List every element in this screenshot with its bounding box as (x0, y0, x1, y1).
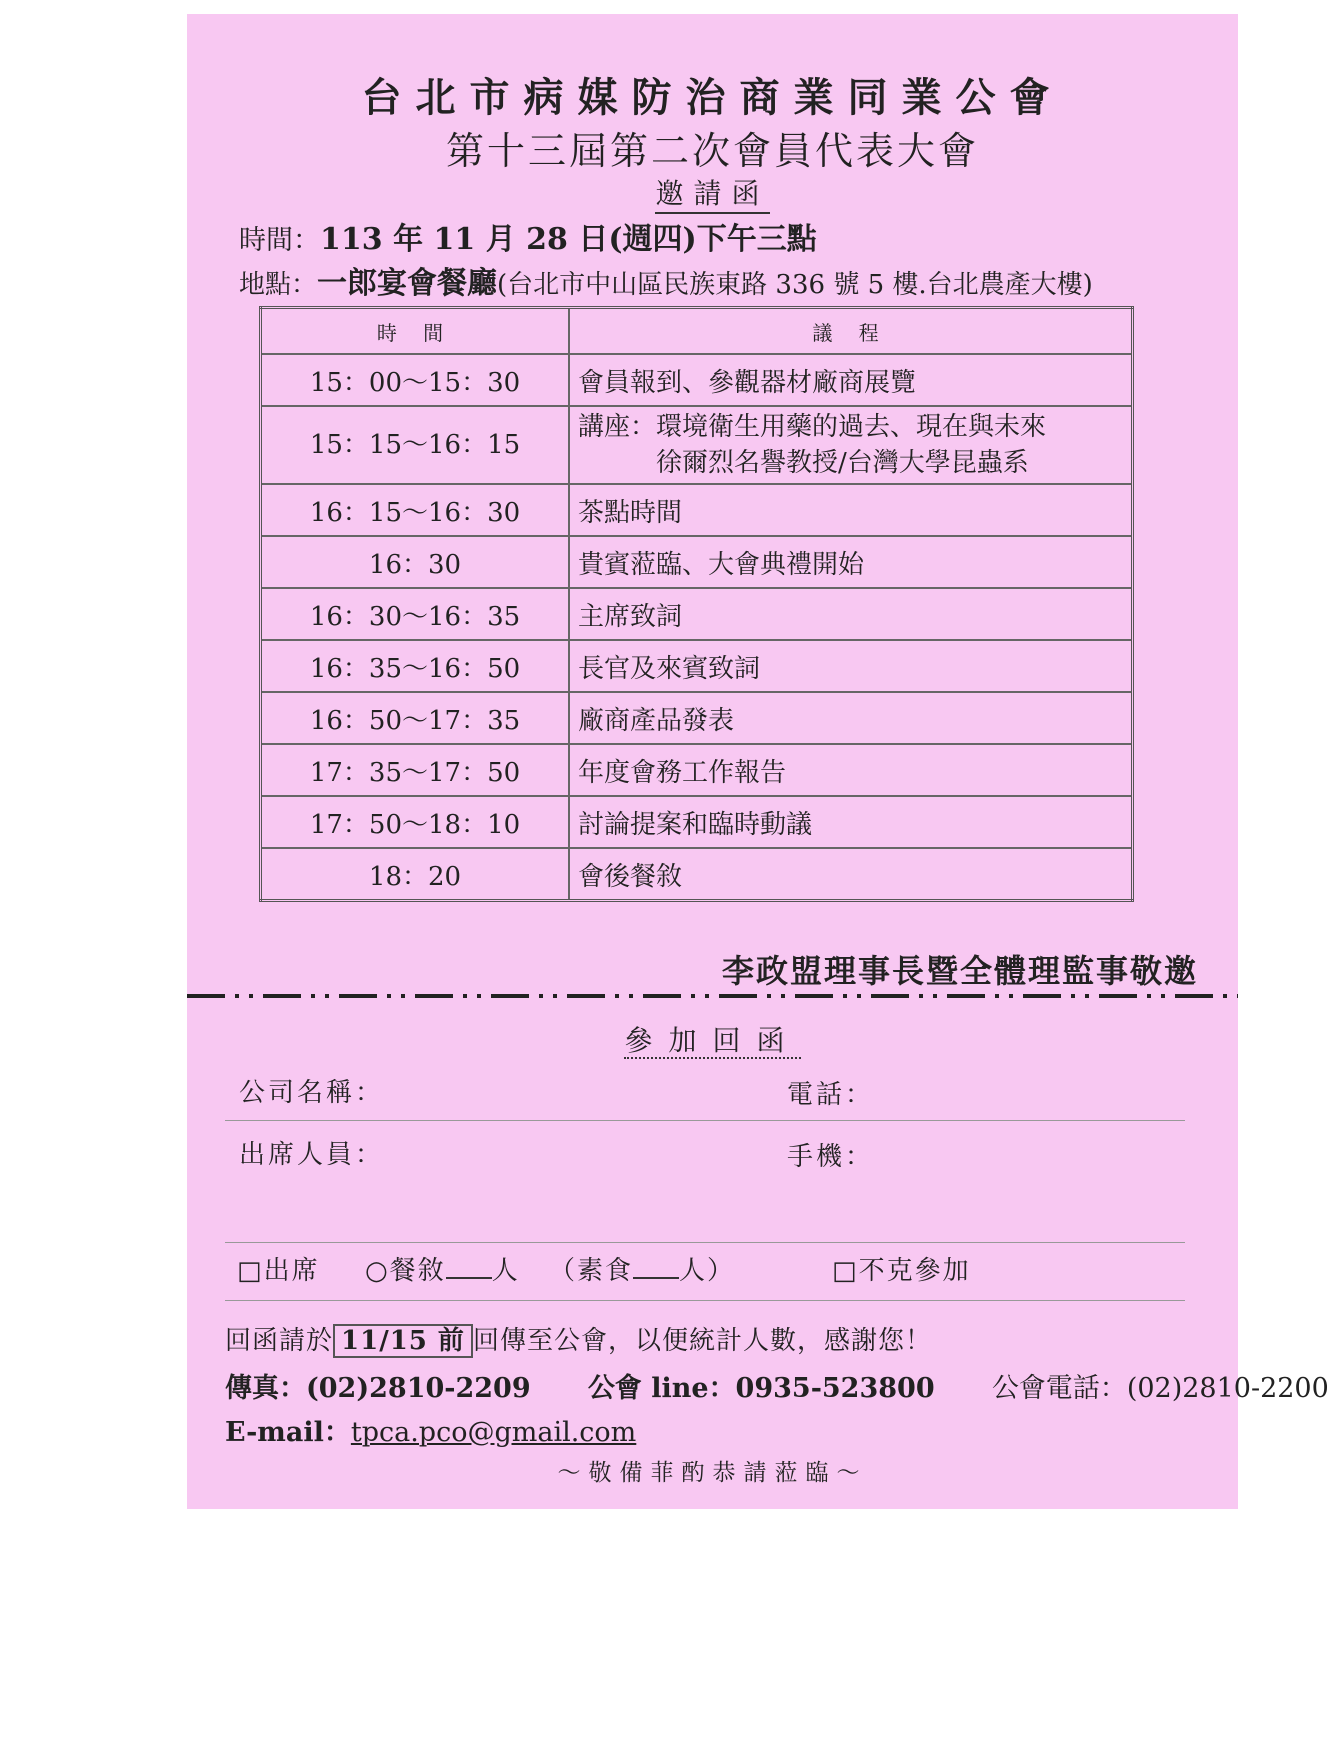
signature: 李政盟理事長暨全體理監事敬邀 (721, 952, 1198, 990)
reply-title: 參加回函 (624, 1024, 801, 1057)
document-type: 邀請函 (187, 172, 1238, 212)
meal-option[interactable]: ○餐敘 人 (365, 1256, 520, 1286)
agenda-speaker: 徐爾烈名譽教授/台灣大學昆蟲系 (656, 448, 1029, 478)
decline-checkbox[interactable]: □不克參加 (832, 1256, 971, 1286)
schedule-time: 18：20 (261, 848, 570, 901)
company-label: 公司名稱： (239, 1078, 385, 1108)
line-number: 0935-523800 (735, 1373, 935, 1404)
event-time (239, 214, 817, 258)
deadline-box: 11/15 前 (333, 1324, 473, 1358)
schedule-table (259, 306, 1134, 902)
schedule-item: 長官及來賓致詞 (569, 640, 1133, 692)
company-line[interactable] (225, 1120, 1185, 1121)
schedule-time: 16：35～16：50 (261, 640, 570, 692)
table-row (261, 848, 1133, 901)
schedule-item: 茶點時間 (569, 484, 1133, 536)
schedule-time: 15：15～16：15 (261, 406, 570, 484)
table-row (261, 484, 1133, 536)
fax-number: (02)2810-2209 (306, 1373, 531, 1404)
schedule-item: 討論提案和臨時動議 (569, 796, 1133, 848)
reply-note: 回函請於 11/15 前 回傳至公會，以便統計人數，感謝您！ (225, 1326, 932, 1356)
schedule-item: 主席致詞 (569, 588, 1133, 640)
schedule-time: 16：15～16：30 (261, 484, 570, 536)
organization-name: 台北市病媒防治商業同業公會 (361, 74, 1064, 121)
table-row (261, 354, 1133, 406)
schedule-time: 16：30～16：35 (261, 588, 570, 640)
table-row (261, 744, 1133, 796)
contact-line: 傳真：(02)2810-2209 公會 line：0935-523800 公會電話：(02)2810-2200 (225, 1373, 1329, 1404)
table-row (261, 588, 1133, 640)
table-row (261, 640, 1133, 692)
time-label: 時間： (239, 225, 320, 256)
invitation-sheet (187, 14, 1329, 1509)
email-link[interactable]: tpca.pco@gmail.com (350, 1417, 637, 1448)
schedule-item (569, 406, 1133, 484)
phone-label: 電話： (787, 1080, 875, 1110)
schedule-time: 16：30 (261, 536, 570, 588)
table-row (261, 536, 1133, 588)
cut-line (187, 993, 1238, 999)
table-row (261, 796, 1133, 848)
schedule-time: 17：35～17：50 (261, 744, 570, 796)
email-line: E-mail：tpca.pco@gmail.com (225, 1417, 637, 1448)
schedule-time: 16：50～17：35 (261, 692, 570, 744)
meeting-title: 第十三屆第二次會員代表大會 (445, 129, 979, 173)
attendee-label: 出席人員： (239, 1140, 385, 1170)
schedule-item: 年度會務工作報告 (569, 744, 1133, 796)
table-row (261, 406, 1133, 484)
mobile-label: 手機： (787, 1142, 875, 1172)
schedule-item: 會員報到、參觀器材廠商展覽 (569, 354, 1133, 406)
time-value: 113 年 11 月 28 日(週四)下午三點 (320, 222, 817, 257)
agenda-lecture: 講座：環境衛生用藥的過去、現在與未來 (578, 412, 1047, 442)
header-time: 時 間 (261, 308, 570, 355)
vegetarian-option[interactable]: （素食 人） (549, 1256, 736, 1286)
attend-checkbox[interactable]: □出席 (237, 1256, 320, 1286)
schedule-item: 會後餐敘 (569, 848, 1133, 901)
place-detail: (台北市中山區民族東路 336 號 5 樓.台北農產大樓) (497, 270, 1093, 300)
attendee-line[interactable] (225, 1242, 1185, 1243)
schedule-time: 15：00～15：30 (261, 354, 570, 406)
tel-number: (02)2810-2200 (1126, 1373, 1329, 1404)
place-label: 地點： (239, 270, 318, 300)
header-agenda: 議 程 (569, 308, 1133, 355)
schedule-header-row (261, 308, 1133, 355)
schedule-item: 貴賓蒞臨、大會典禮開始 (569, 536, 1133, 588)
schedule-item: 廠商產品發表 (569, 692, 1133, 744)
closing-text: ～敬備菲酌恭請蒞臨～ (557, 1460, 868, 1486)
options-line (225, 1300, 1185, 1301)
event-place (239, 258, 1093, 302)
place-value: 一郎宴會餐廳 (317, 266, 498, 301)
schedule-time: 17：50～18：10 (261, 796, 570, 848)
table-row (261, 692, 1133, 744)
